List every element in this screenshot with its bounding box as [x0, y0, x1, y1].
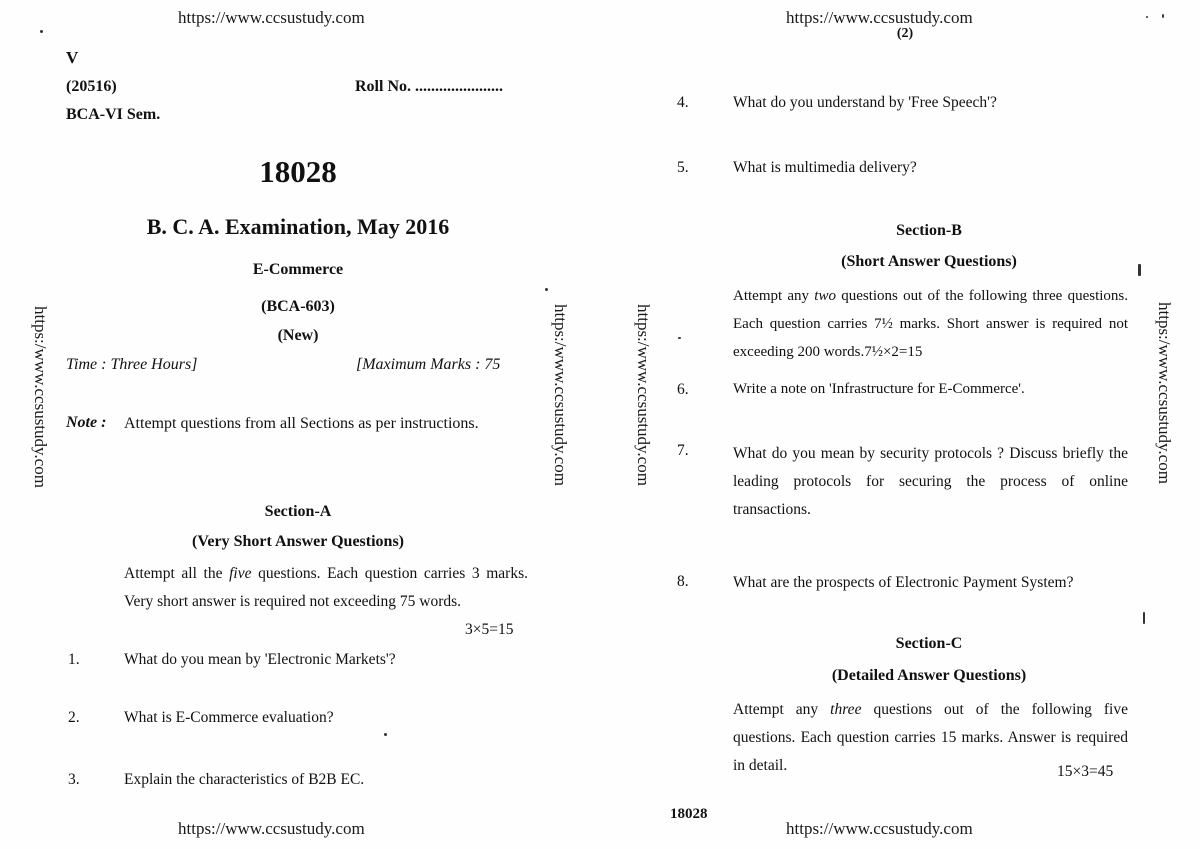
- exam-title: B. C. A. Examination, May 2016: [146, 214, 450, 239]
- scan-speck: [545, 288, 548, 291]
- paper-code: (20516): [66, 78, 117, 95]
- section-a-marks: 3×5=15: [465, 621, 514, 638]
- time-allowed: Time : Three Hours]: [66, 356, 198, 373]
- note-label: Note :: [66, 414, 107, 431]
- question-number: 4.: [677, 94, 689, 111]
- question-text: What do you mean by 'Electronic Markets'?: [124, 651, 396, 668]
- watermark-url-bottom-left: https://www.ccsustudy.com: [178, 819, 365, 838]
- question-number: 7.: [677, 442, 689, 459]
- section-c-subtitle: (Detailed Answer Questions): [831, 667, 1027, 684]
- question-number: 3.: [68, 771, 80, 788]
- class-label: BCA-VI Sem.: [66, 106, 161, 123]
- question-text: What do you understand by 'Free Speech'?: [733, 94, 997, 111]
- question-text: What do you mean by security protocols ? Discuss briefly the leading protocols for securing the process of online transactions.: [733, 445, 1128, 518]
- question-number: 8.: [677, 573, 689, 590]
- section-b-title: Section-B: [896, 222, 962, 239]
- scan-speck: [40, 30, 43, 33]
- section-c-title: Section-C: [895, 635, 963, 652]
- section-b-subtitle: (Short Answer Questions): [841, 253, 1017, 270]
- section-a-instructions: Attempt all the five questions. Each question carries 3 marks. Very short answer is required not exceeding 75 words.: [124, 565, 528, 610]
- question-number: 1.: [68, 651, 80, 668]
- watermark-url-top-right: https://www.ccsustudy.com: [786, 8, 973, 27]
- subject-title: E-Commerce: [252, 261, 344, 278]
- watermark-side-center-right: https:/www.ccsustudy.com: [634, 304, 653, 486]
- scan-speck: [1162, 14, 1164, 18]
- course-code: (BCA-603): [261, 298, 335, 315]
- page-number: (2): [896, 26, 914, 41]
- scan-speck: [1146, 16, 1148, 18]
- footer-paper-number: 18028: [670, 806, 708, 822]
- scan-speck: [1143, 612, 1145, 624]
- roll-number-field: Roll No. ......................: [355, 78, 503, 95]
- question-text: What is multimedia delivery?: [733, 159, 917, 176]
- scan-speck: [678, 337, 681, 339]
- watermark-side-left: https:/www.ccsustudy.com: [31, 306, 50, 488]
- maximum-marks: [Maximum Marks : 75: [356, 356, 501, 373]
- watermark-side-right: https:/www.ccsustudy.com: [1155, 302, 1174, 484]
- section-b-instructions: Attempt any two questions out of the following three questions. Each question carries 7½ marks. Short answer is required not exceeding 200 words.7½×2=15: [733, 288, 1128, 360]
- section-a-subtitle: (Very Short Answer Questions): [191, 533, 404, 550]
- watermark-url-top-left: https://www.ccsustudy.com: [178, 8, 365, 27]
- set-label: V: [66, 48, 79, 67]
- question-text: Write a note on 'Infrastructure for E-Commerce'.: [733, 381, 1025, 397]
- question-number: 5.: [677, 159, 689, 176]
- section-c-instructions: Attempt any three questions out of the following five questions. Each question carries 15 marks. Answer is required in detail.: [733, 701, 1128, 774]
- watermark-side-center-left: https:/www.ccsustudy.com: [551, 304, 570, 486]
- section-a-title: Section-A: [264, 503, 332, 520]
- scan-speck: [384, 733, 387, 736]
- note-text: Attempt questions from all Sections as per instructions.: [124, 415, 479, 432]
- question-number: 2.: [68, 709, 80, 726]
- section-c-marks: 15×3=45: [1057, 763, 1114, 780]
- question-text: What is E-Commerce evaluation?: [124, 709, 334, 726]
- question-text: Explain the characteristics of B2B EC.: [124, 771, 365, 788]
- scan-speck: [1138, 264, 1141, 276]
- question-text: What are the prospects of Electronic Payment System?: [733, 574, 1074, 591]
- scheme-label: (New): [277, 327, 319, 344]
- question-number: 6.: [677, 381, 689, 398]
- watermark-url-bottom-right: https://www.ccsustudy.com: [786, 819, 973, 838]
- paper-number: 18028: [259, 154, 337, 189]
